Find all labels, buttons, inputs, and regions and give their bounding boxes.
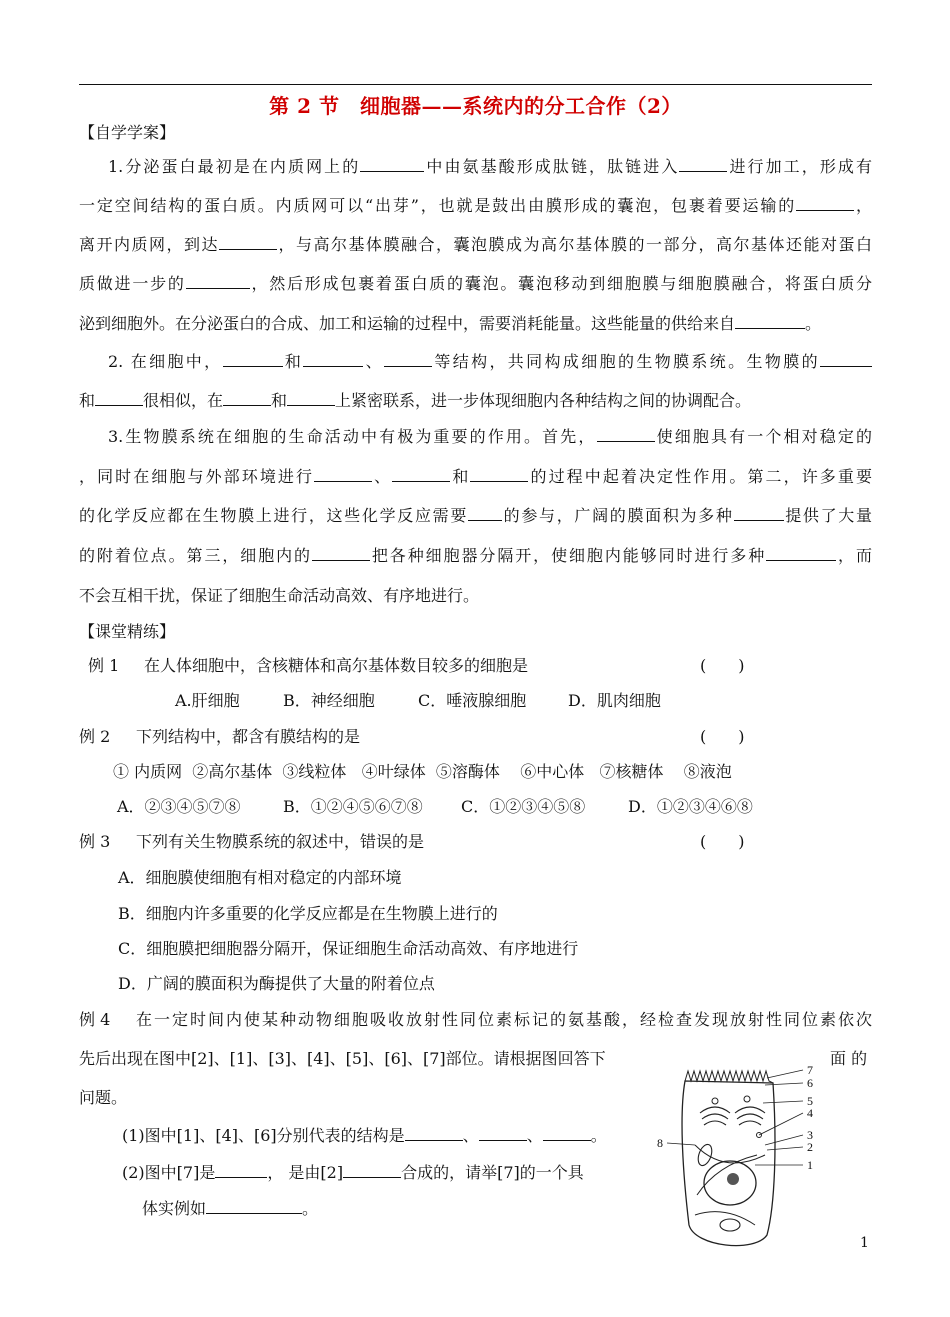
q2-line-2: 和 很相似，在 和 上紧密联系，进一步体现细胞内各种结构之间的协调配合。	[79, 391, 752, 410]
vesicle	[744, 1096, 750, 1102]
q3-line-1: 3.生物膜系统在细胞的生命活动中有极为重要的作用。首先， 使细胞具有一个相对稳定的	[108, 427, 872, 446]
golgi-right	[735, 1107, 765, 1125]
ex3-option-b: B．细胞内许多重要的化学反应都是在生物膜上进行的	[118, 904, 498, 923]
mitochondrion	[696, 1143, 715, 1168]
page-number: 1	[860, 1235, 869, 1251]
ex4-subq-2: (2)图中[7]是 ， 是由[2] 合成的，请举[7]的一个具	[122, 1163, 584, 1182]
q2-line-1: 2. 在细胞中， 和 、 等结构，共同构成细胞的生物膜系统。生物膜的	[108, 352, 872, 372]
q3-line-4: 的附着位点。第三，细胞内的 把各种细胞器分隔开，使细胞内能够同时进行多种 ，而	[79, 546, 872, 565]
section-header-practice: 【课堂精练】	[79, 622, 176, 641]
figure-label-5: 5	[807, 1094, 813, 1108]
q3-line-5: 不会互相干扰，保证了细胞生命活动高效、有序地进行。	[79, 586, 480, 605]
q1-line-5: 泌到细胞外。在分泌蛋白的合成、加工和运输的过程中，需要消耗能量。这些能量的供给来自 。	[79, 314, 822, 333]
ex4-subq-2-continued: 体实例如 。	[142, 1199, 319, 1218]
ex2-structures: ① 内质网 ②高尔基体 ③线粒体 ④叶绿体 ⑤溶酶体 ⑥中心体 ⑦核糖体 ⑧液泡	[113, 762, 732, 781]
ex4-line-3: 问题。	[79, 1088, 128, 1107]
label-leader-lines	[667, 1070, 803, 1165]
ex4-subq-1: (1)图中[1]、[4]、[6]分别代表的结构是 、 、 。	[122, 1126, 607, 1145]
ex2-option-b: B．①②④⑤⑥⑦⑧	[283, 797, 423, 816]
q1-line-2: 一定空间结构的蛋白质。内质网可以“出芽”，也就是鼓出由膜形成的囊泡，包裹着要运输的 ，	[79, 196, 872, 215]
ex2-stem: 下列结构中，都含有膜结构的是	[136, 727, 361, 746]
ex4-line-1: 在一定时间内使某种动物细胞吸收放射性同位素标记的氨基酸，经检查发现放射性同位素依次	[136, 1010, 872, 1029]
ex2-option-d: D．①②③④⑥⑧	[628, 797, 753, 816]
nucleolus	[727, 1173, 739, 1185]
q3-line-3: 的化学反应都在生物膜上进行，这些化学反应需要 的参与，广阔的膜面积为多种 提供了大量	[79, 506, 872, 525]
ex1-label: 例 1	[88, 656, 120, 675]
ex1-option-b: B．神经细胞	[283, 691, 375, 710]
figure-label-8: 8	[657, 1136, 663, 1150]
ex2-option-a: A．②③④⑤⑦⑧	[117, 797, 241, 816]
cell-outline	[682, 1081, 775, 1246]
ex3-option-a: A．细胞膜使细胞有相对稳定的内部环境	[118, 868, 402, 887]
q3-line-2: ，同时在细胞与外部环境进行 、 和 的过程中起着决定性作用。第二，许多重要	[79, 467, 872, 486]
ex1-option-c: C．唾液腺细胞	[418, 691, 527, 710]
figure-label-2: 2	[807, 1140, 813, 1154]
figure-label-4: 4	[807, 1106, 813, 1120]
ex1-option-d: D．肌肉细胞	[568, 691, 661, 710]
ex3-option-d: D．广阔的膜面积为酶提供了大量的附着位点	[118, 974, 435, 993]
q1-line-4: 质做进一步的 ，然后形成包裹着蛋白质的囊泡。囊泡移动到细胞膜与细胞膜融合，将蛋白质分	[79, 274, 872, 293]
ex1-option-a: A.肝细胞	[175, 691, 240, 710]
ex4-label: 例 4	[79, 1010, 111, 1029]
ex3-answer-bracket: ( )	[700, 832, 745, 851]
ex1-answer-bracket: ( )	[700, 656, 745, 675]
ex4-line-2: 先后出现在图中[2]、[1]、[3]、[4]、[5]、[6]、[7]部位。请根据图回答下	[79, 1049, 606, 1068]
ex2-label: 例 2	[79, 727, 111, 746]
ex2-answer-bracket: ( )	[700, 727, 745, 746]
er-membranes	[695, 1145, 765, 1225]
ex2-option-c: C．①②③④⑤⑧	[461, 797, 586, 816]
figure-label-7: 7	[807, 1063, 813, 1077]
golgi-left	[700, 1107, 730, 1125]
ex3-label: 例 3	[79, 832, 111, 851]
q1-line-1: 1.分泌蛋白最初是在内质网上的 中由氨基酸形成肽链，肽链进入 进行加工，形成有	[108, 157, 872, 176]
figure-label-3: 3	[807, 1128, 813, 1142]
ex4-line-2-tail: 面 的	[830, 1049, 868, 1068]
mitochondrion	[720, 1219, 740, 1231]
figure-label-6: 6	[807, 1076, 813, 1090]
ex3-stem: 下列有关生物膜系统的叙述中，错误的是	[136, 832, 425, 851]
figure-label-1: 1	[807, 1158, 813, 1172]
page-title: 第 2 节 细胞器——系统内的分工合作（2）	[269, 94, 682, 118]
secretory-cell-diagram	[655, 1055, 830, 1255]
top-rule	[79, 84, 872, 85]
vesicle	[712, 1098, 718, 1104]
ex1-stem: 在人体细胞中，含核糖体和高尔基体数目较多的细胞是	[144, 656, 529, 675]
q1-line-3: 离开内质网，到达 ，与高尔基体膜融合，囊泡膜成为高尔基体膜的一部分，高尔基体还能对蛋白	[79, 235, 872, 254]
section-header-self-study: 【自学学案】	[79, 123, 176, 142]
ex3-option-c: C．细胞膜把细胞器分隔开，保证细胞生命活动高效、有序地进行	[118, 939, 579, 958]
